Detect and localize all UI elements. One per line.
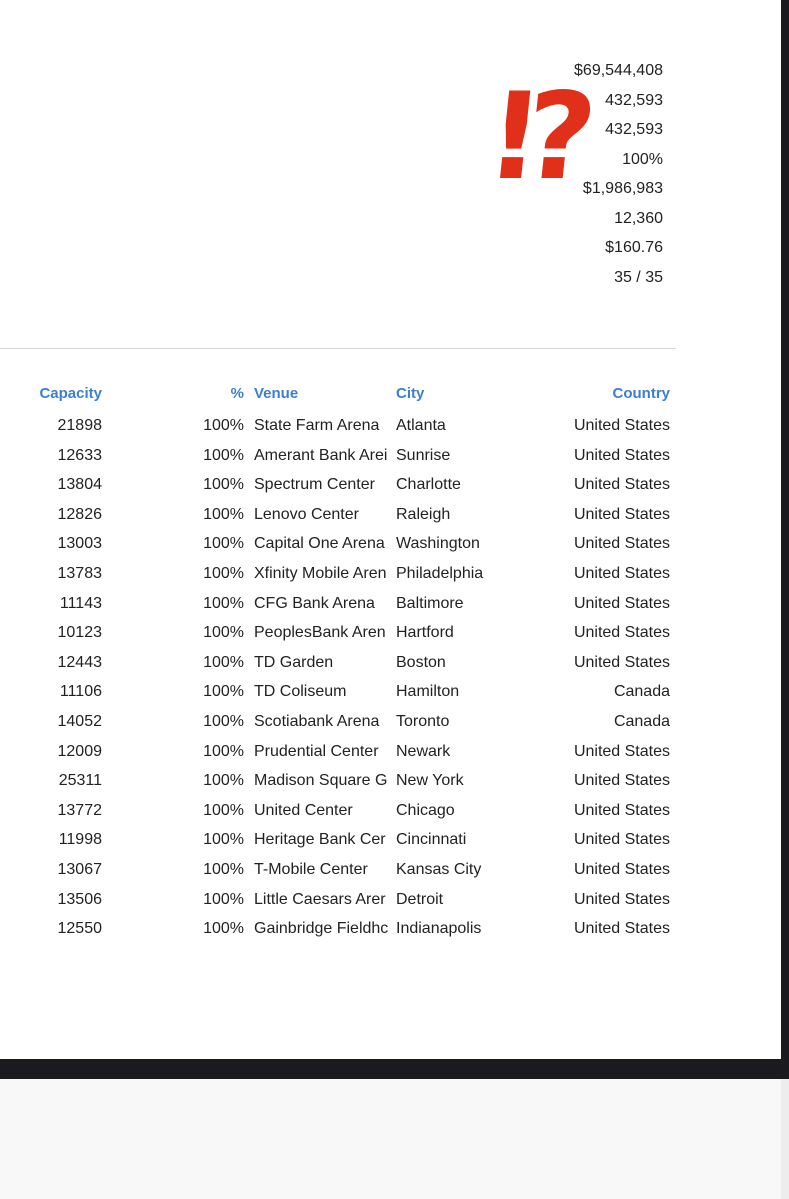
cell-capacity: 13506 (57, 890, 102, 908)
column-header-venue[interactable]: Venue (254, 385, 299, 402)
cell-percent: 100% (203, 712, 244, 730)
cell-percent: 100% (203, 860, 244, 878)
cell-city: Kansas City (396, 860, 482, 878)
table-row[interactable] (0, 795, 676, 825)
cell-venue: Heritage Bank Cer (254, 831, 386, 849)
cell-percent: 100% (203, 890, 244, 908)
cell-city: Toronto (396, 712, 450, 730)
cell-percent: 100% (203, 417, 244, 434)
cell-city: Atlanta (396, 417, 446, 434)
cell-venue: Amerant Bank Arei (254, 446, 388, 464)
cell-venue: Xfinity Mobile Aren (254, 564, 387, 582)
cell-city: Sunrise (396, 446, 451, 464)
table-header-row (0, 380, 676, 410)
cell-capacity: 12550 (57, 920, 102, 938)
cell-capacity: 12009 (57, 742, 102, 760)
table-row[interactable] (0, 469, 676, 499)
cell-venue: United Center (254, 801, 353, 819)
summary-tickets-sold: 432,593 (605, 91, 663, 109)
cell-capacity: 10123 (57, 624, 102, 642)
venue-table (0, 380, 676, 943)
cell-country: United States (573, 594, 670, 612)
cell-city: Newark (396, 742, 451, 760)
column-header-city[interactable]: City (396, 385, 425, 402)
cell-city: Detroit (396, 890, 444, 908)
cell-country: United States (573, 446, 670, 464)
cell-venue: Capital One Arena (254, 535, 385, 553)
interrobang-icon: ⁉ (488, 68, 593, 207)
cell-capacity: 12633 (57, 446, 102, 464)
cell-percent: 100% (203, 920, 244, 938)
cell-city: Charlotte (396, 476, 461, 494)
table-row[interactable] (0, 884, 676, 914)
table-row[interactable] (0, 647, 676, 677)
cell-capacity: 25311 (58, 772, 102, 790)
cell-country: United States (573, 535, 670, 553)
column-header-country[interactable]: Country (612, 385, 670, 402)
table-row[interactable] (0, 854, 676, 884)
cell-venue: Lenovo Center (254, 505, 359, 523)
cell-capacity: 13772 (57, 801, 102, 819)
summary-shows-count: 35 / 35 (614, 268, 663, 286)
cell-percent: 100% (203, 535, 244, 553)
cell-country: United States (573, 801, 670, 819)
cell-venue: Gainbridge Fieldhc (254, 920, 389, 938)
cell-percent: 100% (203, 476, 244, 494)
window-frame-right (781, 0, 789, 1080)
cell-city: Chicago (396, 801, 455, 819)
cell-percent: 100% (203, 624, 244, 642)
column-header-percent[interactable]: % (230, 385, 244, 402)
table-body (0, 410, 676, 943)
cell-venue: Scotiabank Arena (254, 712, 380, 730)
table-row[interactable] (0, 617, 676, 647)
summary-avg-tickets: 12,360 (614, 209, 663, 227)
cell-venue: TD Coliseum (254, 683, 347, 701)
table-row[interactable] (0, 676, 676, 706)
cell-city: New York (396, 772, 464, 790)
cell-venue: Madison Square G (254, 772, 388, 790)
cell-country: United States (573, 890, 670, 908)
cell-percent: 100% (203, 831, 244, 849)
cell-country: United States (573, 772, 670, 790)
cell-percent: 100% (203, 446, 244, 464)
summary-avg-price: $160.76 (605, 239, 663, 256)
cell-city: Cincinnati (396, 831, 467, 849)
cell-venue: PeoplesBank Aren (254, 624, 386, 642)
cell-country: United States (573, 505, 670, 523)
cell-city: Washington (396, 535, 480, 553)
cell-percent: 100% (203, 742, 244, 760)
table-row[interactable] (0, 736, 676, 766)
table-row[interactable] (0, 706, 676, 736)
cell-percent: 100% (203, 653, 244, 671)
table-row[interactable] (0, 765, 676, 795)
table-row[interactable] (0, 528, 676, 558)
table-row[interactable] (0, 440, 676, 470)
cell-venue: CFG Bank Arena (254, 594, 375, 612)
table-row[interactable] (0, 913, 676, 943)
cell-country: United States (573, 564, 670, 582)
cell-capacity: 11143 (59, 594, 102, 612)
cell-country: Canada (613, 712, 670, 730)
table-row[interactable] (0, 824, 676, 854)
cell-capacity: 14052 (57, 712, 102, 730)
section-divider (0, 348, 676, 349)
summary-percent: 100% (622, 150, 663, 168)
cell-percent: 100% (203, 564, 244, 582)
cell-venue: Little Caesars Arer (254, 890, 386, 908)
table-row[interactable] (0, 410, 676, 440)
summary-gross: $69,544,408 (574, 62, 663, 79)
cell-country: United States (573, 476, 670, 494)
cell-country: United States (573, 920, 670, 938)
cell-city: Philadelphia (396, 564, 484, 582)
cell-country: United States (573, 624, 670, 642)
cell-city: Hartford (396, 624, 454, 642)
summary-totals (463, 60, 663, 296)
cell-percent: 100% (203, 505, 244, 523)
background-edge (781, 1079, 789, 1199)
cell-country: United States (573, 831, 670, 849)
cell-city: Raleigh (396, 505, 451, 523)
cell-country: United States (573, 653, 670, 671)
cell-country: United States (573, 860, 670, 878)
cell-city: Baltimore (396, 594, 464, 612)
cell-city: Boston (396, 653, 446, 671)
cell-country: United States (573, 742, 670, 760)
summary-capacity: 432,593 (605, 121, 663, 138)
cell-capacity: 13804 (57, 476, 102, 494)
cell-percent: 100% (203, 801, 244, 819)
cell-capacity: 12826 (57, 505, 102, 523)
cell-percent: 100% (203, 594, 244, 612)
cell-capacity: 13783 (57, 564, 102, 582)
cell-percent: 100% (203, 683, 244, 701)
table-row[interactable] (0, 588, 676, 618)
cell-percent: 100% (203, 772, 244, 790)
cell-venue: Spectrum Center (254, 476, 375, 494)
cell-venue: TD Garden (254, 653, 334, 671)
cell-capacity: 12443 (57, 653, 102, 671)
cell-capacity: 11106 (59, 683, 102, 701)
cell-venue: State Farm Arena (254, 417, 380, 434)
cell-city: Hamilton (396, 683, 460, 701)
cell-capacity: 11998 (58, 831, 102, 849)
cell-country: United States (573, 417, 670, 434)
background-area (0, 1079, 781, 1199)
cell-capacity: 13003 (57, 535, 102, 553)
table-row[interactable] (0, 499, 676, 529)
cell-venue: Prudential Center (254, 742, 379, 760)
cell-city: Indianapolis (396, 920, 482, 938)
cell-capacity: 13067 (57, 860, 102, 878)
cell-venue: T-Mobile Center (254, 860, 368, 878)
summary-avg-gross: $1,986,983 (582, 180, 663, 197)
window-frame-bottom (0, 1059, 789, 1079)
table-row[interactable] (0, 558, 676, 588)
cell-country: Canada (613, 683, 670, 701)
column-header-capacity[interactable]: Capacity (39, 385, 102, 402)
cell-capacity: 21898 (57, 417, 102, 434)
